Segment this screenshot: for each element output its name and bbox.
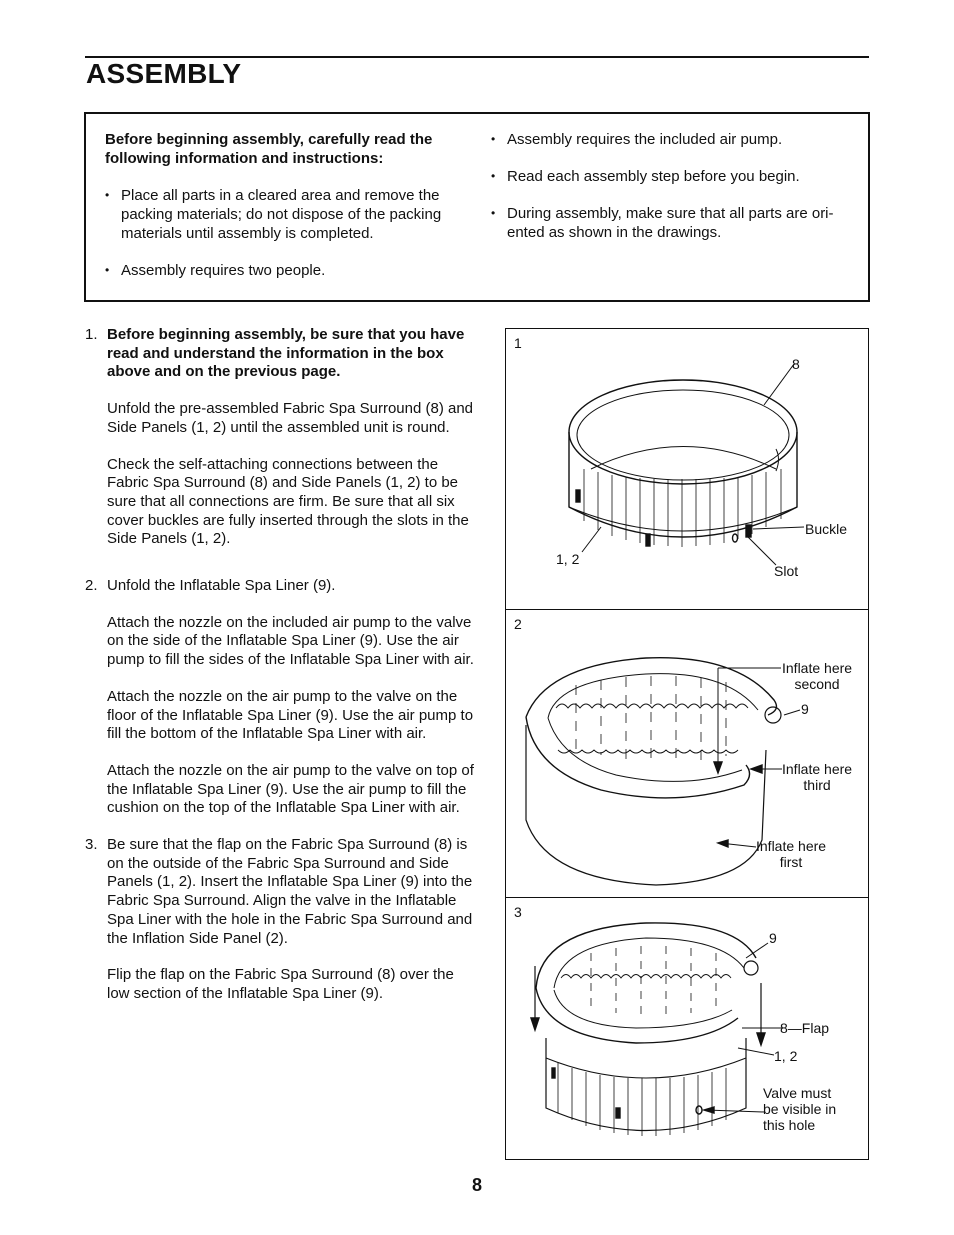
figure-panel-2 (505, 609, 869, 898)
instruction-notice-box (84, 112, 870, 302)
step-paragraph: Attach the nozzle on the included air pump to the valve on the side of the Inflatable Spa Liner (9). Use the air pump to fill the sides of the Inflatable Spa Liner with air. (107, 613, 474, 669)
spa-surround-illustration (506, 329, 868, 609)
notice-item: • Assembly requires the included air pump. (491, 130, 856, 149)
step-paragraph: Be sure that the flap on the Fabric Spa Surround (8) is on the outside of the Fabric Spa Surround and Side Panels (1, 2). Insert the Inflatable Spa Liner (9) into the Fabric Spa Surround. Align the valve in the Inflatable Spa Liner with the hole in the Fabric Spa Surround and the Inflation Side Panel (2). (107, 836, 473, 947)
notice-left-list (105, 186, 465, 280)
figure-panel-3 (505, 897, 869, 1160)
panel-number: 2 (514, 616, 522, 632)
step-2 (85, 577, 480, 818)
step-number: 1. (85, 326, 98, 343)
notice-item: • During assembly, make sure that all parts are ori-ented as shown in the drawings. (491, 204, 856, 242)
step-paragraph: Check the self-attaching connections between the Fabric Spa Surround (8) and Side Panels (1, 2) to be sure that all connections are firm. Be sure that all six cover buckles are fully inserted through the slots in the Side Panels (1, 2). (107, 455, 469, 548)
panel-number: 3 (514, 904, 522, 920)
notice-right-column (491, 130, 856, 260)
label-parts-1-2: 1, 2 (774, 1048, 798, 1064)
label-inflate-third: Inflate here third (782, 761, 853, 793)
step-paragraph: Attach the nozzle on the air pump to the valve on top of the Inflatable Spa Liner (9). Use the air pump to fill the cushion on the top of the Inflatable Spa Liner with air. (107, 761, 474, 817)
step-bold-text: Before beginning assembly, be sure that you have read and understand the information in the box above and on the previous page. (107, 326, 465, 381)
label-part-9: 9 (769, 930, 777, 946)
assembly-steps (85, 326, 480, 1022)
panel-number: 1 (514, 335, 522, 351)
label-part-9: 9 (801, 701, 809, 717)
page-number: 8 (471, 1175, 482, 1195)
figure-panel-1 (505, 328, 869, 610)
label-valve-hole: Valve must be visible in this hole (763, 1085, 837, 1133)
label-inflate-second: Inflate here second (782, 660, 853, 692)
label-part-8: 8 (792, 356, 800, 372)
step-paragraph: Attach the nozzle on the air pump to the valve on the floor of the Inflatable Spa Liner (9). Use the air pump to fill the bottom of the Inflatable Spa Liner with air. (107, 687, 474, 743)
page-title: ASSEMBLY (86, 58, 242, 89)
notice-left-column (105, 130, 465, 298)
step-1 (85, 326, 480, 549)
step-paragraph: Flip the flap on the Fabric Spa Surround (8) over the low section of the Inflatable Spa Liner (9). (107, 966, 454, 1002)
step-paragraph: Unfold the pre-assembled Fabric Spa Surround (8) and Side Panels (1, 2) until the assembled unit is round. (107, 400, 474, 436)
label-parts-1-2: 1, 2 (556, 551, 580, 567)
label-slot: Slot (774, 563, 799, 579)
step-number: 3. (85, 836, 98, 854)
label-flap: 8—Flap (780, 1020, 830, 1036)
label-inflate-first: Inflate here first (756, 838, 827, 870)
label-buckle: Buckle (805, 521, 848, 537)
step-paragraph: Unfold the Inflatable Spa Liner (9). (107, 577, 336, 595)
notice-item: • Place all parts in a cleared area and remove the packing materials; do not dispose of the packing materials until assembly is completed. (105, 186, 465, 243)
notice-right-list (491, 130, 856, 242)
notice-item: • Assembly requires two people. (105, 261, 465, 280)
step-3 (85, 836, 480, 1004)
notice-item: • Read each assembly step before you begin. (491, 167, 856, 186)
step-number: 2. (85, 577, 98, 595)
notice-heading: Before beginning assembly, carefully read the following information and instructions: (105, 131, 433, 167)
